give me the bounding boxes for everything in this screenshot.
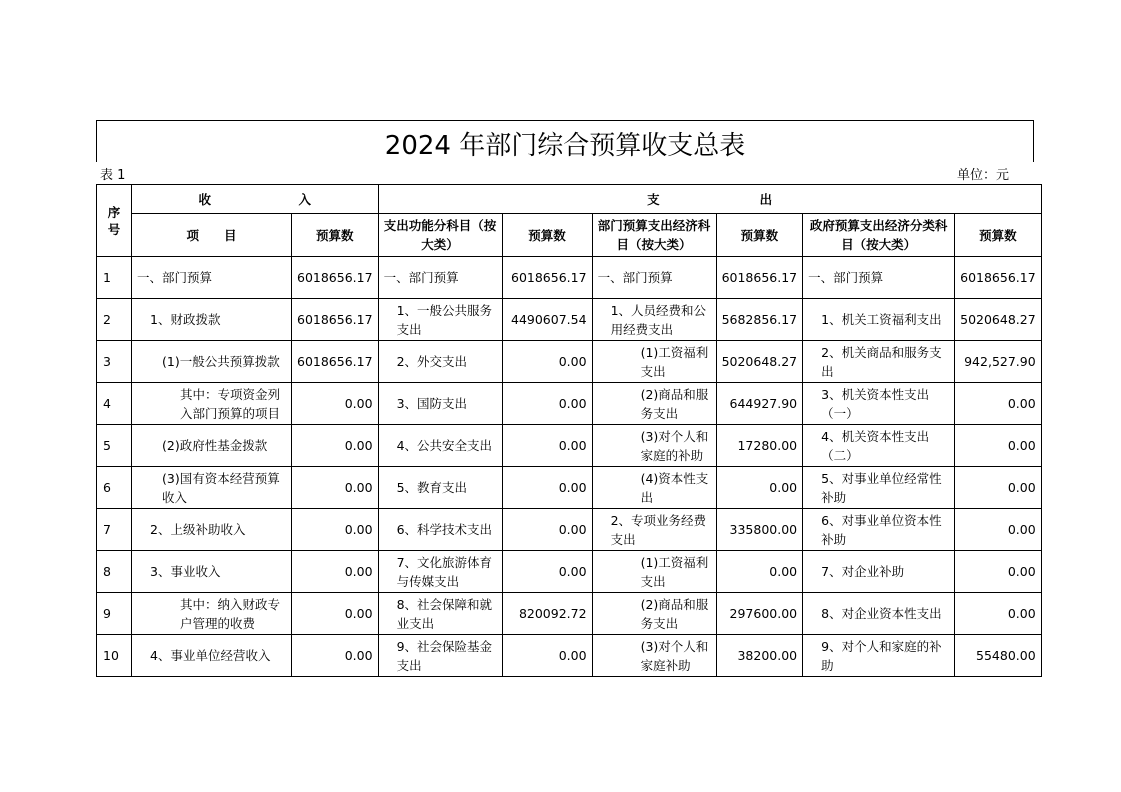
income-item-cell: 1、财政拨款 [132, 299, 292, 341]
header-seq: 序号 [97, 185, 132, 257]
gov-budget-cell: 0.00 [955, 509, 1042, 551]
seq-cell: 3 [97, 341, 132, 383]
gov-item-cell: 一、部门预算 [803, 257, 955, 299]
unit-label: 单位：元 [956, 168, 1009, 183]
table-row [97, 341, 1042, 383]
dept-item-cell: (3)对个人和家庭的补助 [592, 425, 716, 467]
dept-budget-cell: 644927.90 [716, 383, 803, 425]
income-item-cell: 4、事业单位经营收入 [132, 635, 292, 677]
dept-budget-cell: 335800.00 [716, 509, 803, 551]
header-gov-econ: 政府预算支出经济分类科目（按大类） [803, 214, 955, 257]
func-item-cell: 2、外交支出 [378, 341, 502, 383]
table-row [97, 257, 1042, 299]
func-item-cell: 3、国防支出 [378, 383, 502, 425]
seq-cell: 1 [97, 257, 132, 299]
table-row [97, 551, 1042, 593]
income-budget-cell: 0.00 [292, 383, 379, 425]
gov-item-cell: 4、机关资本性支出（二） [803, 425, 955, 467]
income-item-cell: 一、部门预算 [132, 257, 292, 299]
gov-item-cell: 1、机关工资福利支出 [803, 299, 955, 341]
seq-cell: 10 [97, 635, 132, 677]
dept-budget-cell: 5020648.27 [716, 341, 803, 383]
func-item-cell: 5、教育支出 [378, 467, 502, 509]
dept-item-cell: 1、人员经费和公用经费支出 [592, 299, 716, 341]
table-label: 表 1 [100, 168, 126, 183]
func-budget-cell: 0.00 [502, 383, 592, 425]
func-budget-cell: 0.00 [502, 341, 592, 383]
func-budget-cell: 0.00 [502, 509, 592, 551]
income-budget-cell: 6018656.17 [292, 257, 379, 299]
dept-item-cell: (2)商品和服务支出 [592, 593, 716, 635]
table-row [97, 383, 1042, 425]
header-dept-econ: 部门预算支出经济科目（按大类） [592, 214, 716, 257]
income-budget-cell: 0.00 [292, 635, 379, 677]
func-item-cell: 8、社会保障和就业支出 [378, 593, 502, 635]
header-item: 项 目 [132, 214, 292, 257]
header-income: 收 入 [132, 185, 379, 214]
header-dept-budget: 预算数 [716, 214, 803, 257]
gov-budget-cell: 6018656.17 [955, 257, 1042, 299]
header-func-budget: 预算数 [502, 214, 592, 257]
table-row [97, 593, 1042, 635]
gov-budget-cell: 55480.00 [955, 635, 1042, 677]
dept-budget-cell: 5682856.17 [716, 299, 803, 341]
gov-item-cell: 3、机关资本性支出（一） [803, 383, 955, 425]
gov-item-cell: 9、对个人和家庭的补助 [803, 635, 955, 677]
dept-item-cell: (1)工资福利支出 [592, 341, 716, 383]
table-row [97, 467, 1042, 509]
func-budget-cell: 0.00 [502, 635, 592, 677]
title-box [96, 120, 1034, 162]
func-item-cell: 一、部门预算 [378, 257, 502, 299]
header-gov-budget: 预算数 [955, 214, 1042, 257]
gov-item-cell: 7、对企业补助 [803, 551, 955, 593]
income-item-cell: (2)政府性基金拨款 [132, 425, 292, 467]
income-budget-cell: 6018656.17 [292, 299, 379, 341]
dept-budget-cell: 17280.00 [716, 425, 803, 467]
dept-item-cell: (4)资本性支出 [592, 467, 716, 509]
dept-budget-cell: 0.00 [716, 467, 803, 509]
income-budget-cell: 0.00 [292, 593, 379, 635]
income-item-cell: 其中：专项资金列入部门预算的项目 [132, 383, 292, 425]
header-func: 支出功能分科目（按大类） [378, 214, 502, 257]
gov-budget-cell: 5020648.27 [955, 299, 1042, 341]
dept-budget-cell: 297600.00 [716, 593, 803, 635]
gov-budget-cell: 0.00 [955, 425, 1042, 467]
seq-cell: 5 [97, 425, 132, 467]
func-budget-cell: 6018656.17 [502, 257, 592, 299]
dept-item-cell: (1)工资福利支出 [592, 551, 716, 593]
func-budget-cell: 0.00 [502, 467, 592, 509]
dept-item-cell: (2)商品和服务支出 [592, 383, 716, 425]
income-item-cell: 其中：纳入财政专户管理的收费 [132, 593, 292, 635]
func-item-cell: 4、公共安全支出 [378, 425, 502, 467]
func-budget-cell: 0.00 [502, 425, 592, 467]
seq-cell: 4 [97, 383, 132, 425]
gov-budget-cell: 942,527.90 [955, 341, 1042, 383]
income-budget-cell: 0.00 [292, 509, 379, 551]
dept-budget-cell: 6018656.17 [716, 257, 803, 299]
seq-cell: 7 [97, 509, 132, 551]
func-item-cell: 7、文化旅游体育与传媒支出 [378, 551, 502, 593]
func-item-cell: 9、社会保险基金支出 [378, 635, 502, 677]
header-expense: 支 出 [378, 185, 1041, 214]
gov-item-cell: 5、对事业单位经常性补助 [803, 467, 955, 509]
dept-item-cell: 一、部门预算 [592, 257, 716, 299]
table-row [97, 635, 1042, 677]
income-budget-cell: 0.00 [292, 467, 379, 509]
income-item-cell: (1)一般公共预算拨款 [132, 341, 292, 383]
gov-item-cell: 8、对企业资本性支出 [803, 593, 955, 635]
func-item-cell: 1、一般公共服务支出 [378, 299, 502, 341]
dept-budget-cell: 0.00 [716, 551, 803, 593]
income-item-cell: 3、事业收入 [132, 551, 292, 593]
income-budget-cell: 0.00 [292, 551, 379, 593]
func-budget-cell: 820092.72 [502, 593, 592, 635]
seq-cell: 2 [97, 299, 132, 341]
dept-budget-cell: 38200.00 [716, 635, 803, 677]
income-item-cell: 2、上级补助收入 [132, 509, 292, 551]
seq-cell: 9 [97, 593, 132, 635]
table-row [97, 509, 1042, 551]
func-item-cell: 6、科学技术支出 [378, 509, 502, 551]
gov-budget-cell: 0.00 [955, 593, 1042, 635]
func-budget-cell: 4490607.54 [502, 299, 592, 341]
gov-budget-cell: 0.00 [955, 467, 1042, 509]
page-title: 2024 年部门综合预算收支总表 [384, 131, 746, 161]
income-item-cell: (3)国有资本经营预算收入 [132, 467, 292, 509]
dept-item-cell: (3)对个人和家庭补助 [592, 635, 716, 677]
budget-table [96, 184, 1042, 677]
func-budget-cell: 0.00 [502, 551, 592, 593]
income-budget-cell: 6018656.17 [292, 341, 379, 383]
header-item-budget: 预算数 [292, 214, 379, 257]
table-row [97, 299, 1042, 341]
gov-item-cell: 2、机关商品和服务支出 [803, 341, 955, 383]
gov-budget-cell: 0.00 [955, 551, 1042, 593]
gov-budget-cell: 0.00 [955, 383, 1042, 425]
table-row [97, 425, 1042, 467]
gov-item-cell: 6、对事业单位资本性补助 [803, 509, 955, 551]
seq-cell: 6 [97, 467, 132, 509]
dept-item-cell: 2、专项业务经费支出 [592, 509, 716, 551]
seq-cell: 8 [97, 551, 132, 593]
income-budget-cell: 0.00 [292, 425, 379, 467]
